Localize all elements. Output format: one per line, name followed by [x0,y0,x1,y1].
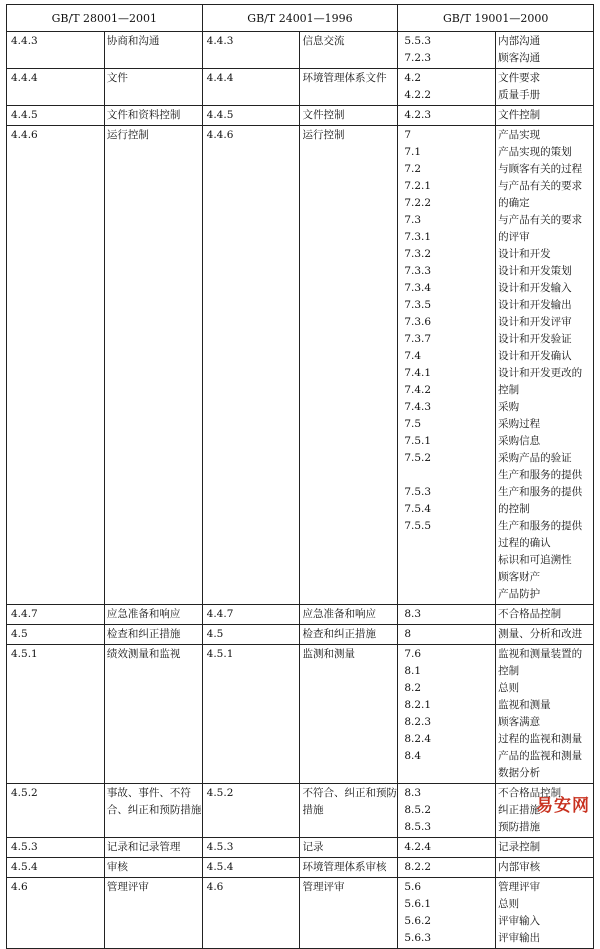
gbt19001-clause: 8.2.2 [404,861,432,873]
gbt24001-clause: 4.4.5 [202,106,300,126]
gbt19001-title: 采购信息 [498,435,541,447]
gbt19001-clauses [398,858,496,878]
gbt19001-clause: 8.2.1 [404,699,432,711]
gbt19001-clause: 7.4.1 [404,367,432,379]
gbt24001-title: 检查和纠正措施 [300,625,398,645]
gbt19001-title: 采购产品的验证 [498,452,572,464]
gbt19001-clause: 7.3.6 [404,316,432,328]
gbt28001-clause: 4.5.1 [7,645,105,784]
gbt19001-title: 评审输入 [498,915,541,927]
gbt19001-clause: 5.6 [404,881,422,893]
gbt19001-title: 设计和开发更改的控制 [498,367,583,396]
gbt19001-titles [496,605,594,625]
gbt19001-title: 总则 [498,682,520,694]
gbt19001-clause: 7.3.5 [404,299,432,311]
gbt19001-title: 生产和服务的提供过程的确认 [498,520,583,549]
gbt19001-clause: 7.5.2 [404,452,432,464]
gbt19001-title: 设计和开发评审 [498,316,572,328]
gbt19001-clause: 4.2.3 [404,109,432,121]
header-gbt28001: GB/T 28001—2001 [7,5,203,32]
gbt19001-clause: 7.2 [404,163,422,175]
gbt24001-clause: 4.5.1 [202,645,300,784]
gbt19001-clause: 7.2.3 [404,52,432,64]
table-row [7,878,594,949]
gbt24001-title: 文件控制 [300,106,398,126]
gbt28001-title: 运行控制 [104,126,202,605]
gbt19001-clause: 7.6 [404,648,422,660]
gbt19001-title: 纠正措施 [498,804,541,816]
gbt19001-clauses [398,605,496,625]
gbt28001-title: 应急准备和响应 [104,605,202,625]
gbt24001-title: 应急准备和响应 [300,605,398,625]
gbt19001-clause: 8.3 [404,608,422,620]
gbt19001-titles [496,106,594,126]
gbt19001-titles [496,645,594,784]
gbt28001-clause: 4.4.7 [7,605,105,625]
gbt19001-clause: 5.5.3 [404,35,432,47]
gbt19001-clause: 5.6.3 [404,932,432,944]
gbt19001-title: 标识和可追溯性 [498,554,572,566]
gbt19001-title: 顾客沟通 [498,52,541,64]
gbt24001-clause: 4.5.2 [202,784,300,838]
table-row [7,645,594,784]
gbt19001-clause: 4.2 [404,72,422,84]
gbt19001-clause: 7.3.7 [404,333,432,345]
gbt28001-clause: 4.5.4 [7,858,105,878]
gbt19001-clause: 7.1 [404,146,422,158]
gbt24001-clause: 4.4.7 [202,605,300,625]
table-row [7,784,594,838]
gbt19001-clause: 7.4 [404,350,422,362]
gbt19001-clause: 5.6.1 [404,898,432,910]
gbt19001-clause: 8.2.4 [404,733,432,745]
gbt19001-clauses [398,784,496,838]
gbt24001-clause: 4.4.6 [202,126,300,605]
gbt19001-clause: 7.3 [404,214,422,226]
gbt28001-clause: 4.5.3 [7,838,105,858]
gbt19001-title: 记录控制 [498,841,541,853]
gbt19001-clauses [398,625,496,645]
gbt19001-title: 不合格品控制 [498,787,562,799]
gbt19001-title: 不合格品控制 [498,608,562,620]
gbt19001-titles [496,858,594,878]
gbt19001-title: 设计和开发 [498,248,551,260]
gbt19001-title: 采购 [498,401,520,413]
gbt19001-title: 总则 [498,898,520,910]
table-row [7,858,594,878]
header-row [7,5,594,32]
gbt19001-clause: 7.3.1 [404,231,432,243]
gbt19001-clause: 7.5 [404,418,422,430]
gbt19001-title: 采购过程 [498,418,541,430]
gbt28001-title: 检查和纠正措施 [104,625,202,645]
gbt19001-title: 设计和开发输出 [498,299,572,311]
gbt19001-title: 产品防护 [498,588,541,600]
gbt19001-title: 顾客财产 [498,571,541,583]
table-row [7,32,594,69]
gbt19001-title: 与顾客有关的过程 [498,163,583,175]
gbt19001-title: 设计和开发确认 [498,350,572,362]
gbt24001-title: 监测和测量 [300,645,398,784]
gbt19001-clause: 8.2.3 [404,716,432,728]
gbt24001-title: 记录 [300,838,398,858]
gbt19001-title: 文件控制 [498,109,541,121]
gbt19001-clause: 4.2.2 [404,89,432,101]
gbt19001-clause: 7 [404,129,411,141]
table-row [7,625,594,645]
gbt28001-clause: 4.5 [7,625,105,645]
gbt19001-clause: 8 [404,628,411,640]
gbt19001-title: 产品实现的策划 [498,146,572,158]
gbt19001-clause: 7.5.5 [404,520,432,532]
gbt24001-title: 管理评审 [300,878,398,949]
gbt24001-title: 信息交流 [300,32,398,69]
gbt19001-clause: 7.2.2 [404,197,432,209]
gbt24001-clause: 4.4.3 [202,32,300,69]
gbt28001-title: 审核 [104,858,202,878]
gbt19001-title: 顾客满意 [498,716,541,728]
gbt19001-title: 预防措施 [498,821,541,833]
gbt19001-title: 过程的监视和测量 [498,733,583,745]
gbt19001-title: 设计和开发输入 [498,282,572,294]
gbt19001-clause: 7.4.2 [404,384,432,396]
gbt28001-title: 文件和资料控制 [104,106,202,126]
header-gbt24001: GB/T 24001—1996 [202,5,398,32]
gbt19001-clauses [398,838,496,858]
gbt19001-clause: 5.6.2 [404,915,432,927]
gbt19001-titles [496,126,594,605]
gbt28001-title: 协商和沟通 [104,32,202,69]
gbt24001-clause: 4.6 [202,878,300,949]
gbt19001-clauses [398,69,496,106]
gbt19001-title: 评审输出 [498,932,541,944]
gbt19001-title: 监视和测量 [498,699,551,711]
gbt19001-title: 与产品有关的要求的确定 [498,180,583,209]
site-watermark: 易安网 [536,796,590,816]
table-row [7,106,594,126]
gbt19001-clause: 7.5.4 [404,503,432,515]
gbt19001-clause: 8.2 [404,682,422,694]
gbt19001-titles [496,625,594,645]
gbt19001-clause: 7.5.1 [404,435,432,447]
gbt28001-title: 管理评审 [104,878,202,949]
gbt19001-clause: 4.2.4 [404,841,432,853]
gbt28001-title: 绩效测量和监视 [104,645,202,784]
gbt28001-clause: 4.4.4 [7,69,105,106]
gbt19001-clause: 7.3.2 [404,248,432,260]
gbt19001-title: 质量手册 [498,89,541,101]
gbt19001-title: 内部审核 [498,861,541,873]
gbt24001-clause: 4.5 [202,625,300,645]
gbt19001-title: 产品实现 [498,129,541,141]
gbt28001-title: 文件 [104,69,202,106]
gbt19001-titles [496,838,594,858]
gbt28001-clause: 4.4.5 [7,106,105,126]
gbt19001-title: 设计和开发验证 [498,333,572,345]
gbt19001-title: 生产和服务的提供的控制 [498,486,583,515]
gbt19001-clauses [398,878,496,949]
gbt28001-clause: 4.5.2 [7,784,105,838]
gbt19001-clause: 8.3 [404,787,422,799]
gbt19001-clause: 7.3.4 [404,282,432,294]
gbt19001-title: 产品的监视和测量 [498,750,583,762]
gbt19001-clauses [398,645,496,784]
gbt19001-title: 数据分析 [498,767,541,779]
gbt19001-title: 监视和测量装置的控制 [498,648,583,677]
gbt19001-clause: 7.5.3 [404,486,432,498]
gbt28001-title: 记录和记录管理 [104,838,202,858]
gbt19001-title: 与产品有关的要求的评审 [498,214,583,243]
gbt19001-clauses [398,106,496,126]
gbt28001-title: 事故、事件、不符合、纠正和预防措施 [104,784,202,838]
gbt19001-title: 设计和开发策划 [498,265,572,277]
gbt19001-titles [496,878,594,949]
gbt19001-titles [496,69,594,106]
standards-comparison-table [6,4,594,949]
gbt19001-clause: 7.4.3 [404,401,432,413]
gbt24001-clause: 4.5.3 [202,838,300,858]
gbt28001-clause: 4.4.6 [7,126,105,605]
gbt19001-titles [496,32,594,69]
gbt19001-clause: 8.5.2 [404,804,432,816]
header-gbt19001: GB/T 19001—2000 [398,5,594,32]
gbt19001-title: 内部沟通 [498,35,541,47]
gbt28001-clause: 4.4.3 [7,32,105,69]
gbt24001-title: 运行控制 [300,126,398,605]
gbt19001-clauses [398,32,496,69]
gbt19001-clause: 7.2.1 [404,180,432,192]
gbt19001-title: 管理评审 [498,881,541,893]
gbt19001-clause: 8.1 [404,665,422,677]
table-row [7,126,594,605]
gbt19001-clause: 8.4 [404,750,422,762]
gbt28001-clause: 4.6 [7,878,105,949]
gbt19001-title: 生产和服务的提供 [498,469,583,481]
gbt24001-clause: 4.5.4 [202,858,300,878]
gbt24001-clause: 4.4.4 [202,69,300,106]
gbt19001-title: 测量、分析和改进 [498,628,583,640]
gbt19001-clauses [398,126,496,605]
table-row [7,69,594,106]
gbt19001-title: 文件要求 [498,72,541,84]
table-row [7,605,594,625]
gbt19001-clause: 7.3.3 [404,265,432,277]
gbt19001-clause: 8.5.3 [404,821,432,833]
gbt24001-title: 不符合、纠正和预防措施 [300,784,398,838]
table-row [7,838,594,858]
gbt24001-title: 环境管理体系审核 [300,858,398,878]
gbt24001-title: 环境管理体系文件 [300,69,398,106]
